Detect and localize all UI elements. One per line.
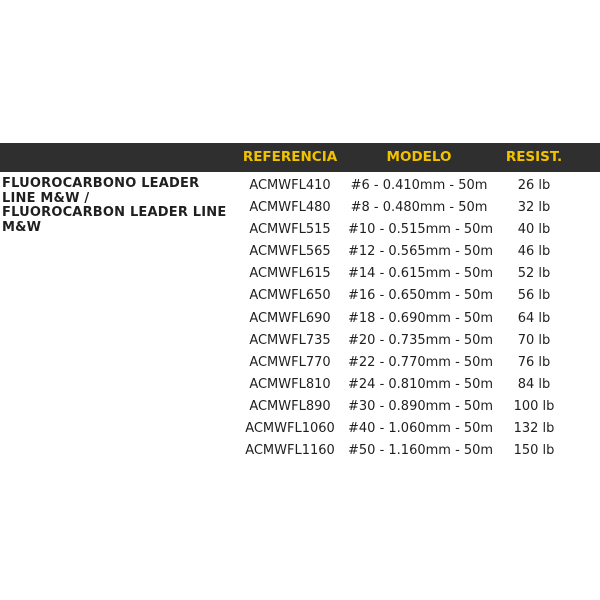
cell-modelo: #22 - 0.770mm - 50m bbox=[348, 354, 494, 370]
cell-referencia: ACMWFL690 bbox=[249, 310, 331, 326]
cell-referencia: ACMWFL410 bbox=[249, 178, 331, 193]
cell-resist: 56 lb bbox=[517, 288, 551, 304]
table-row bbox=[0, 243, 600, 265]
cell-modelo: #10 - 0.515mm - 50m bbox=[348, 222, 494, 238]
cell-referencia: ACMWFL480 bbox=[249, 200, 331, 216]
table-row bbox=[0, 177, 600, 199]
cell-resist: 32 lb bbox=[517, 200, 551, 216]
cell-resist: 46 lb bbox=[517, 244, 551, 260]
cell-resist: 26 lb bbox=[517, 178, 551, 193]
cell-modelo: #50 - 1.160mm - 50m bbox=[348, 443, 494, 459]
table-row bbox=[0, 287, 600, 309]
product-name-line: LINE M&W / bbox=[2, 190, 90, 206]
cell-referencia: ACMWFL515 bbox=[249, 222, 331, 238]
cell-modelo: #6 - 0.410mm - 50m bbox=[350, 178, 488, 193]
table-body bbox=[0, 177, 600, 464]
cell-referencia: ACMWFL650 bbox=[249, 288, 331, 304]
cell-referencia: ACMWFL615 bbox=[249, 266, 331, 282]
cell-modelo: #8 - 0.480mm - 50m bbox=[350, 200, 488, 216]
cell-resist: 52 lb bbox=[517, 266, 551, 282]
product-name-line: M&W bbox=[2, 219, 42, 235]
cell-resist: 84 lb bbox=[517, 376, 551, 392]
table-header-bar bbox=[0, 143, 600, 172]
cell-modelo: #30 - 0.890mm - 50m bbox=[348, 398, 494, 414]
cell-resist: 150 lb bbox=[513, 443, 555, 459]
table-row bbox=[0, 332, 600, 354]
cell-modelo: #16 - 0.650mm - 50m bbox=[348, 288, 494, 304]
column-header-resist: RESIST. bbox=[505, 149, 563, 165]
table-row bbox=[0, 199, 600, 221]
table-row bbox=[0, 354, 600, 376]
cell-modelo: #40 - 1.060mm - 50m bbox=[348, 421, 494, 437]
cell-modelo: #18 - 0.690mm - 50m bbox=[348, 310, 494, 326]
cell-resist: 132 lb bbox=[513, 421, 555, 437]
cell-referencia: ACMWFL770 bbox=[249, 354, 331, 370]
table-row bbox=[0, 442, 600, 464]
table-row bbox=[0, 420, 600, 442]
cell-referencia: ACMWFL810 bbox=[249, 376, 331, 392]
product-name-line: FLUOROCARBON LEADER LINE bbox=[2, 205, 227, 220]
cell-modelo: #14 - 0.615mm - 50m bbox=[348, 266, 494, 282]
table-row bbox=[0, 310, 600, 332]
table-row bbox=[0, 265, 600, 287]
cell-referencia: ACMWFL890 bbox=[249, 398, 331, 414]
cell-modelo: #20 - 0.735mm - 50m bbox=[348, 332, 494, 348]
cell-referencia: ACMWFL735 bbox=[249, 332, 331, 348]
cell-modelo: #12 - 0.565mm - 50m bbox=[348, 244, 494, 260]
cell-referencia: ACMWFL1160 bbox=[245, 443, 335, 459]
cell-modelo: #24 - 0.810mm - 50m bbox=[348, 376, 494, 392]
column-header-referencia: REFERENCIA bbox=[242, 149, 338, 165]
cell-resist: 76 lb bbox=[517, 354, 551, 370]
cell-referencia: ACMWFL565 bbox=[249, 244, 331, 260]
column-header-modelo: MODELO bbox=[386, 149, 452, 165]
cell-resist: 100 lb bbox=[513, 398, 555, 414]
cell-resist: 70 lb bbox=[517, 332, 551, 348]
cell-referencia: ACMWFL1060 bbox=[245, 421, 335, 437]
table-row bbox=[0, 398, 600, 420]
product-name-line: FLUOROCARBONO LEADER bbox=[2, 176, 200, 191]
cell-resist: 64 lb bbox=[517, 310, 551, 326]
table-row bbox=[0, 221, 600, 243]
table-row bbox=[0, 376, 600, 398]
cell-resist: 40 lb bbox=[517, 222, 551, 238]
